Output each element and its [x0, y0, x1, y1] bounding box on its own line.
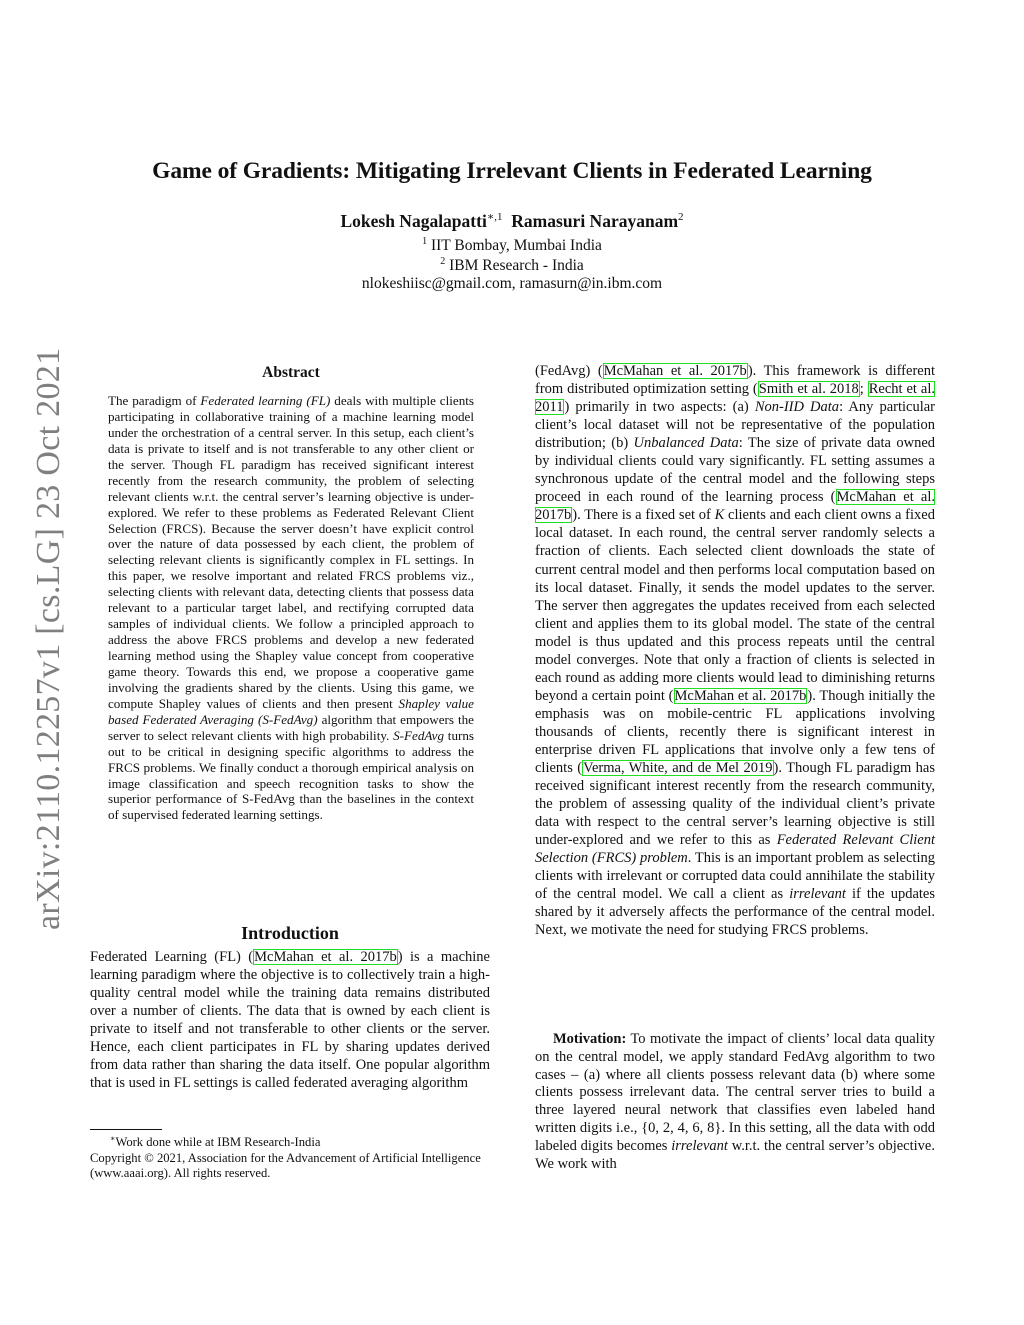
citation-link[interactable]: McMahan et al. 2017b: [254, 949, 397, 965]
introduction-continued: (FedAvg) (McMahan et al. 2017b). This framework is different from distributed optimization setting (Smith et al. 2018; Recht et al. 2011) primarily in two aspects: (a) Non-IID Data: Any particular client’s local dataset will not be representative of the population distribution; (b) Unbalanced Data: The size of private data owned by individual clients could vary significantly. FL setting assumes a synchronous update of the central model and the following steps proceed in each round of the learning process (McMahan et al. 2017b). There is a fixed set of K clients and each client owns a fixed local dataset. In each round, the central server randomly selects a fraction of clients. Each selected client downloads the state of current central model and then performs local computation based on its local dataset. Finally, it sends the model updates to the server. The server then aggregates the updates received from each selected client and applies them to its global model. The state of the central model is thus updated and this process repeats until the central model converges. Note that only a fraction of clients is selected in each round as adding more clients would lead to diminishing returns beyond a certain point (McMahan et al. 2017b). Though initially the emphasis was on mobile-centric FL applications involving thousands of clients, recently there is significant interest in enterprise driven FL applications that involve only a few tens of clients (Verma, White, and de Mel 2019). Though FL paradigm has received significant interest recently from the research community, the problem of assessing quality of the individual client’s private data with respect to the central server’s learning objective is still under-explored and we refer to this as Federated Relevant Client Selection (FRCS) problem. This is an important problem as selecting clients with irrelevant or corrupted data could annihilate the stability of the central model. We call a client as irrelevant if the updates shared by it adversely affects the performance of the central model. Next, we motivate the need for studying FRCS problems.: [535, 363, 936, 939]
author-list: [0, 210, 1024, 232]
footnotes: [90, 1131, 490, 1182]
introduction-heading: Introduction: [241, 923, 339, 943]
abstract-body: The paradigm of Federated learning (FL) deals with multiple clients participating in collaborative training of a machine learning model under the orchestration of a central server. In this setup, each client’s data is private to itself and is not transferable to any other client or the server. Though FL paradigm has received significant interest recently from the research community, the problem of selecting relevant clients w.r.t. the central server’s learning objective is under-explored. We refer to these problems as Federated Relevant Client Selection (FRCS). Because the server doesn’t have explicit control over the nature of data possessed by each client, the problem of selecting relevant clients is significantly complex in FL settings. In this paper, we resolve important and related FRCS problems viz., selecting clients with relevant data, detecting clients that possess data relevant to a particular target label, and rectifying corrupted data samples of individual clients. We follow a principled approach to address the above FRCS problems and develop a new federated learning method using the Shapley value concept from cooperative game theory. Towards this end, we propose a cooperative game involving the gradients shared by the clients. Using this game, we compute Shapley values of clients and then present Shapley value based Federated Averaging (S-FedAvg) algorithm that empowers the server to select relevant clients with high probability. S-FedAvg turns out to be critical in designing specific algorithms to address the FRCS problems. We finally conduct a thorough empirical analysis on image classification and speech recognition tasks to show the superior performance of S-FedAvg than the baselines in the context of supervised federated learning settings.: [108, 393, 474, 823]
affiliation-1: $^1$ IIT Bombay, Mumbai India: [422, 236, 602, 255]
math-set: {0, 2, 4, 6, 8}: [641, 1119, 722, 1136]
citation-link[interactable]: McMahan et al. 2017b: [535, 489, 935, 524]
footnote-work: ∗Work done while at IBM Research-India: [110, 1134, 321, 1150]
author-emails: nlokeshiisc@gmail.com, ramasurn@in.ibm.com: [361, 275, 663, 292]
copyright-notice: Copyright © 2021, Association for the Advancement of Artificial Intelligence (www.aaai.org). All rights reserved.: [90, 1150, 481, 1181]
abstract-heading: Abstract: [262, 364, 320, 381]
affiliation-2: $^2$ IBM Research - India: [440, 256, 584, 275]
introduction-paragraph: Federated Learning (FL) (McMahan et al. 2017b) is a machine learning paradigm where the objective is to collectively train a high-quality central model while the training data remains distributed over a number of clients. The data that is owned by each client is private to itself and not transferable to other clients or the server. Hence, each client participates in FL by sharing updates derived from data rather than sharing the data itself. One popular algorithm that is used in FL settings is called federated averaging algorithm: [90, 949, 490, 1091]
arxiv-identifier: arXiv:2110.12257v1 [cs.LG] 23 Oct 2021: [30, 347, 67, 930]
citation-link[interactable]: McMahan et al. 2017b: [603, 363, 747, 379]
author-name: Lokesh Nagalapatti: [340, 210, 487, 231]
motivation-lead: Motivation:: [553, 1031, 627, 1047]
citation-link[interactable]: McMahan et al. 2017b: [674, 687, 807, 704]
affiliation-mark: ∗,1: [486, 211, 503, 223]
citation-link[interactable]: Smith et al. 2018: [758, 381, 859, 398]
author-name: Ramasuri Narayanam: [511, 210, 679, 231]
affiliation-mark: 2: [678, 211, 684, 223]
footnote-divider: [90, 1129, 162, 1130]
citation-link[interactable]: Recht et al. 2011: [535, 381, 935, 416]
motivation-paragraph: Motivation: To motivate the impact of clients’ local data quality on the central model, we apply standard FedAvg algorithm to two cases – (a) where all clients possess relevant data (b) where some clients possess irrelevant data. The central server tries to build a three layered neural network that classifies even labeled hand written digits i.e., {0, 2, 4, 6, 8}. In this setting, all the data with odd labeled digits becomes irrelevant w.r.t. the central server’s objective. We work with: [535, 1031, 936, 1172]
paper-title: Game of Gradients: Mitigating Irrelevant Clients in Federated Learning: [152, 158, 872, 184]
citation-link[interactable]: Verma, White, and de Mel 2019: [583, 760, 773, 777]
